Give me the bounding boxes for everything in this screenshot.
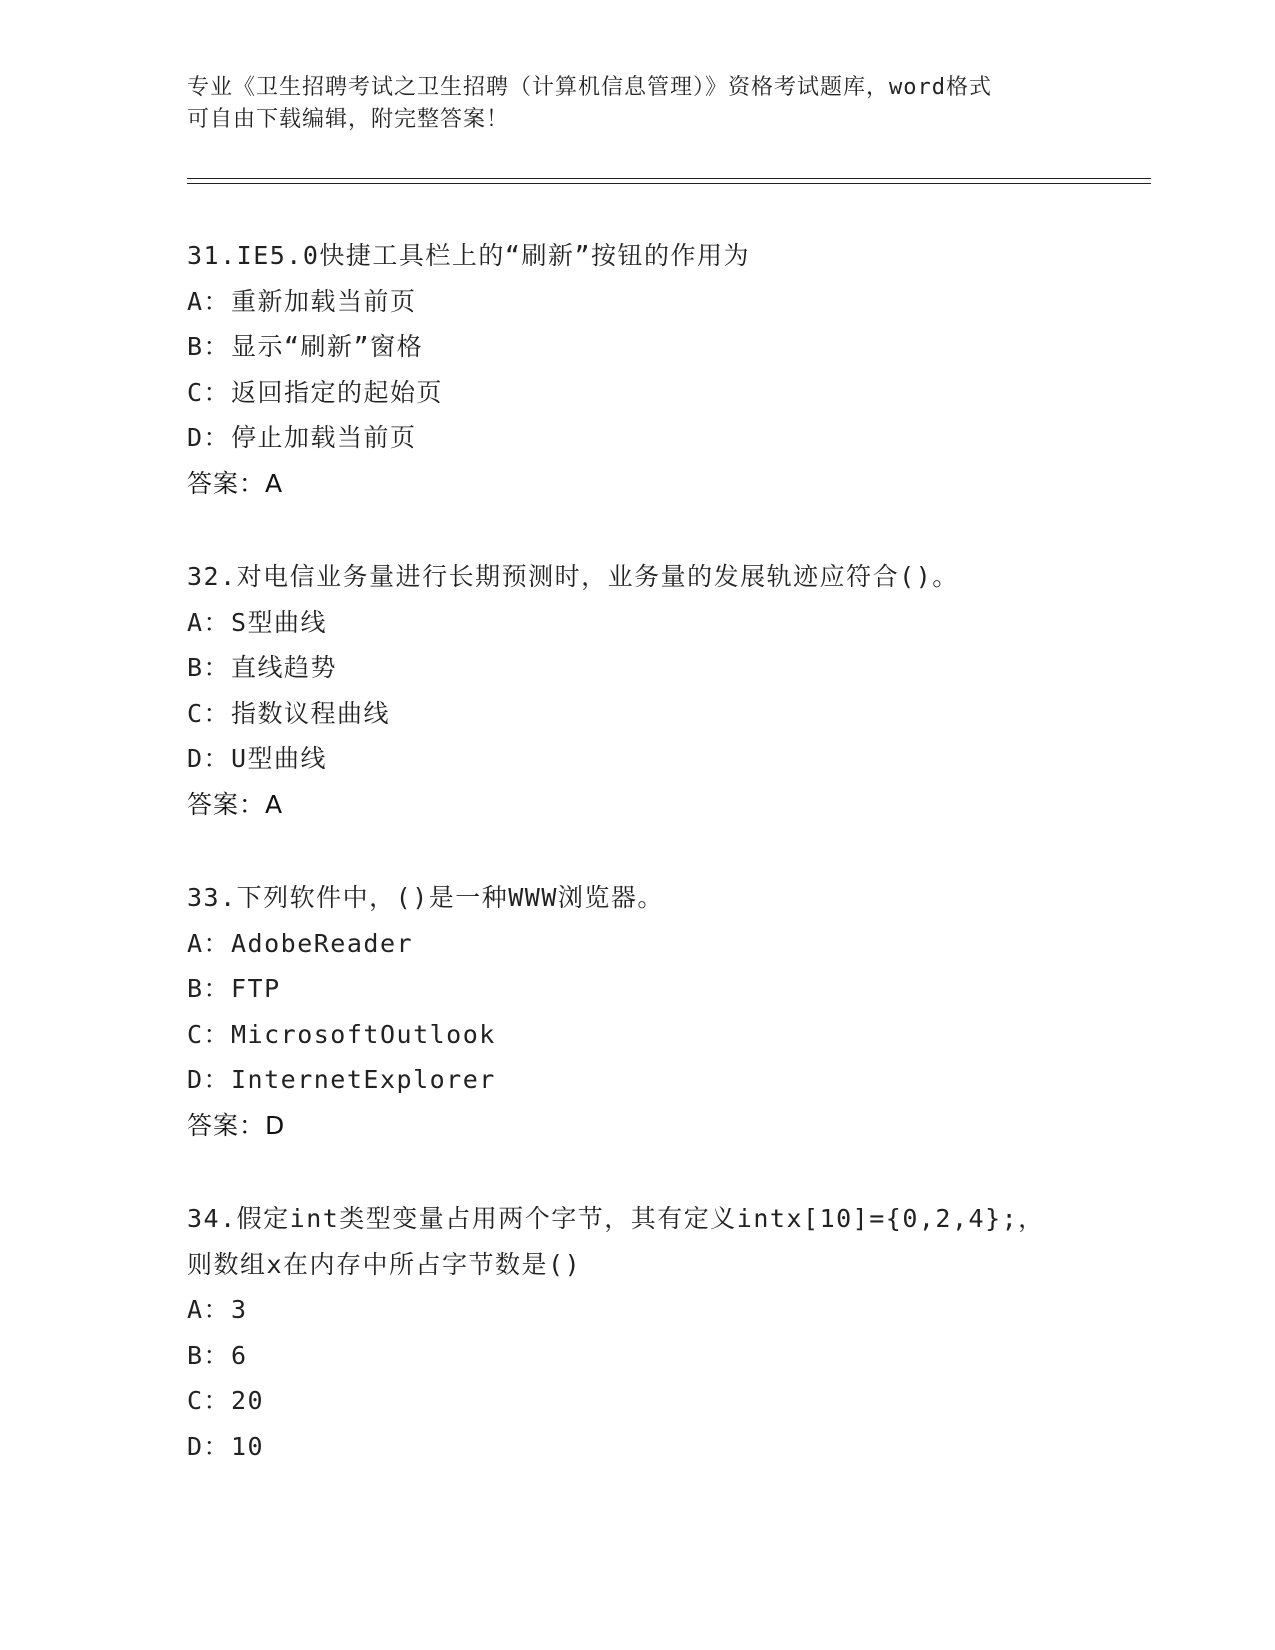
- option-key: A：: [187, 286, 231, 316]
- header-line-1: 专业《卫生招聘考试之卫生招聘（计算机信息管理）》资格考试题库，word格式: [187, 75, 992, 100]
- question-list: [187, 233, 1087, 1517]
- document-header: [187, 72, 1087, 136]
- option-text: MicrosoftOutlook: [231, 1019, 496, 1049]
- header-divider-top: [187, 178, 1151, 179]
- option-3: [187, 415, 1087, 461]
- answer-text: 答案：A: [187, 789, 284, 819]
- option-key: A：: [187, 928, 231, 958]
- option-key: D：: [187, 423, 231, 452]
- option-text: 返回指定的起始页: [231, 377, 444, 407]
- option-text: 20: [231, 1386, 265, 1415]
- option-2: [187, 1378, 1087, 1424]
- option-key: B：: [187, 974, 231, 1003]
- option-key: A：: [187, 607, 231, 637]
- question-title: 则数组x在内存中所占字节数是(): [187, 1249, 582, 1279]
- option-key: B：: [187, 653, 231, 682]
- option-1: [187, 1333, 1087, 1379]
- question-title: 34.假定int类型变量占用两个字节，其有定义intx[10]={0,2,4};，: [187, 1204, 1045, 1233]
- option-key: A：: [187, 1295, 231, 1324]
- question-2: [187, 554, 1087, 827]
- question-3: [187, 875, 1087, 1148]
- answer-text: 答案：A: [187, 468, 284, 498]
- option-text: FTP: [231, 974, 281, 1003]
- option-0: [187, 600, 1087, 646]
- option-key: C：: [187, 1019, 231, 1049]
- option-text: 10: [231, 1431, 265, 1461]
- option-text: AdobeReader: [231, 928, 414, 958]
- option-text: 停止加载当前页: [231, 423, 417, 452]
- option-text: 重新加载当前页: [231, 286, 417, 316]
- option-1: [187, 966, 1087, 1012]
- option-key: B：: [187, 332, 231, 361]
- option-key: D：: [187, 1065, 231, 1094]
- option-1: [187, 645, 1087, 691]
- option-key: B：: [187, 1340, 231, 1370]
- option-text: 直线趋势: [231, 653, 338, 682]
- option-2: [187, 691, 1087, 737]
- option-1: [187, 324, 1087, 370]
- option-3: [187, 736, 1087, 782]
- option-text: InternetExplorer: [231, 1065, 496, 1094]
- option-3: [187, 1424, 1087, 1470]
- option-0: [187, 921, 1087, 967]
- option-text: 显示“刷新”窗格: [231, 332, 424, 361]
- question-title: 31.IE5.0快捷工具栏上的“刷新”按钮的作用为: [187, 241, 751, 270]
- option-key: C：: [187, 698, 231, 728]
- option-3: [187, 1057, 1087, 1103]
- header-divider-bottom: [187, 183, 1151, 184]
- option-key: C：: [187, 377, 231, 407]
- option-text: 指数议程曲线: [231, 698, 391, 728]
- header-line-2: 可自由下载编辑，附完整答案！: [187, 107, 510, 132]
- answer-text: 答案：D: [187, 1110, 286, 1140]
- question-4: [187, 1196, 1087, 1469]
- option-text: 3: [231, 1295, 248, 1324]
- option-2: [187, 370, 1087, 416]
- question-1: [187, 233, 1087, 506]
- question-title: 33.下列软件中，()是一种WWW浏览器。: [187, 883, 664, 912]
- option-text: S型曲线: [231, 607, 328, 637]
- option-key: C：: [187, 1386, 231, 1415]
- option-key: D：: [187, 744, 231, 773]
- option-2: [187, 1012, 1087, 1058]
- question-title: 32.对电信业务量进行长期预测时，业务量的发展轨迹应符合()。: [187, 562, 959, 591]
- option-0: [187, 1287, 1087, 1333]
- option-text: 6: [231, 1340, 248, 1370]
- option-0: [187, 279, 1087, 325]
- option-text: U型曲线: [231, 744, 328, 773]
- option-key: D：: [187, 1431, 231, 1461]
